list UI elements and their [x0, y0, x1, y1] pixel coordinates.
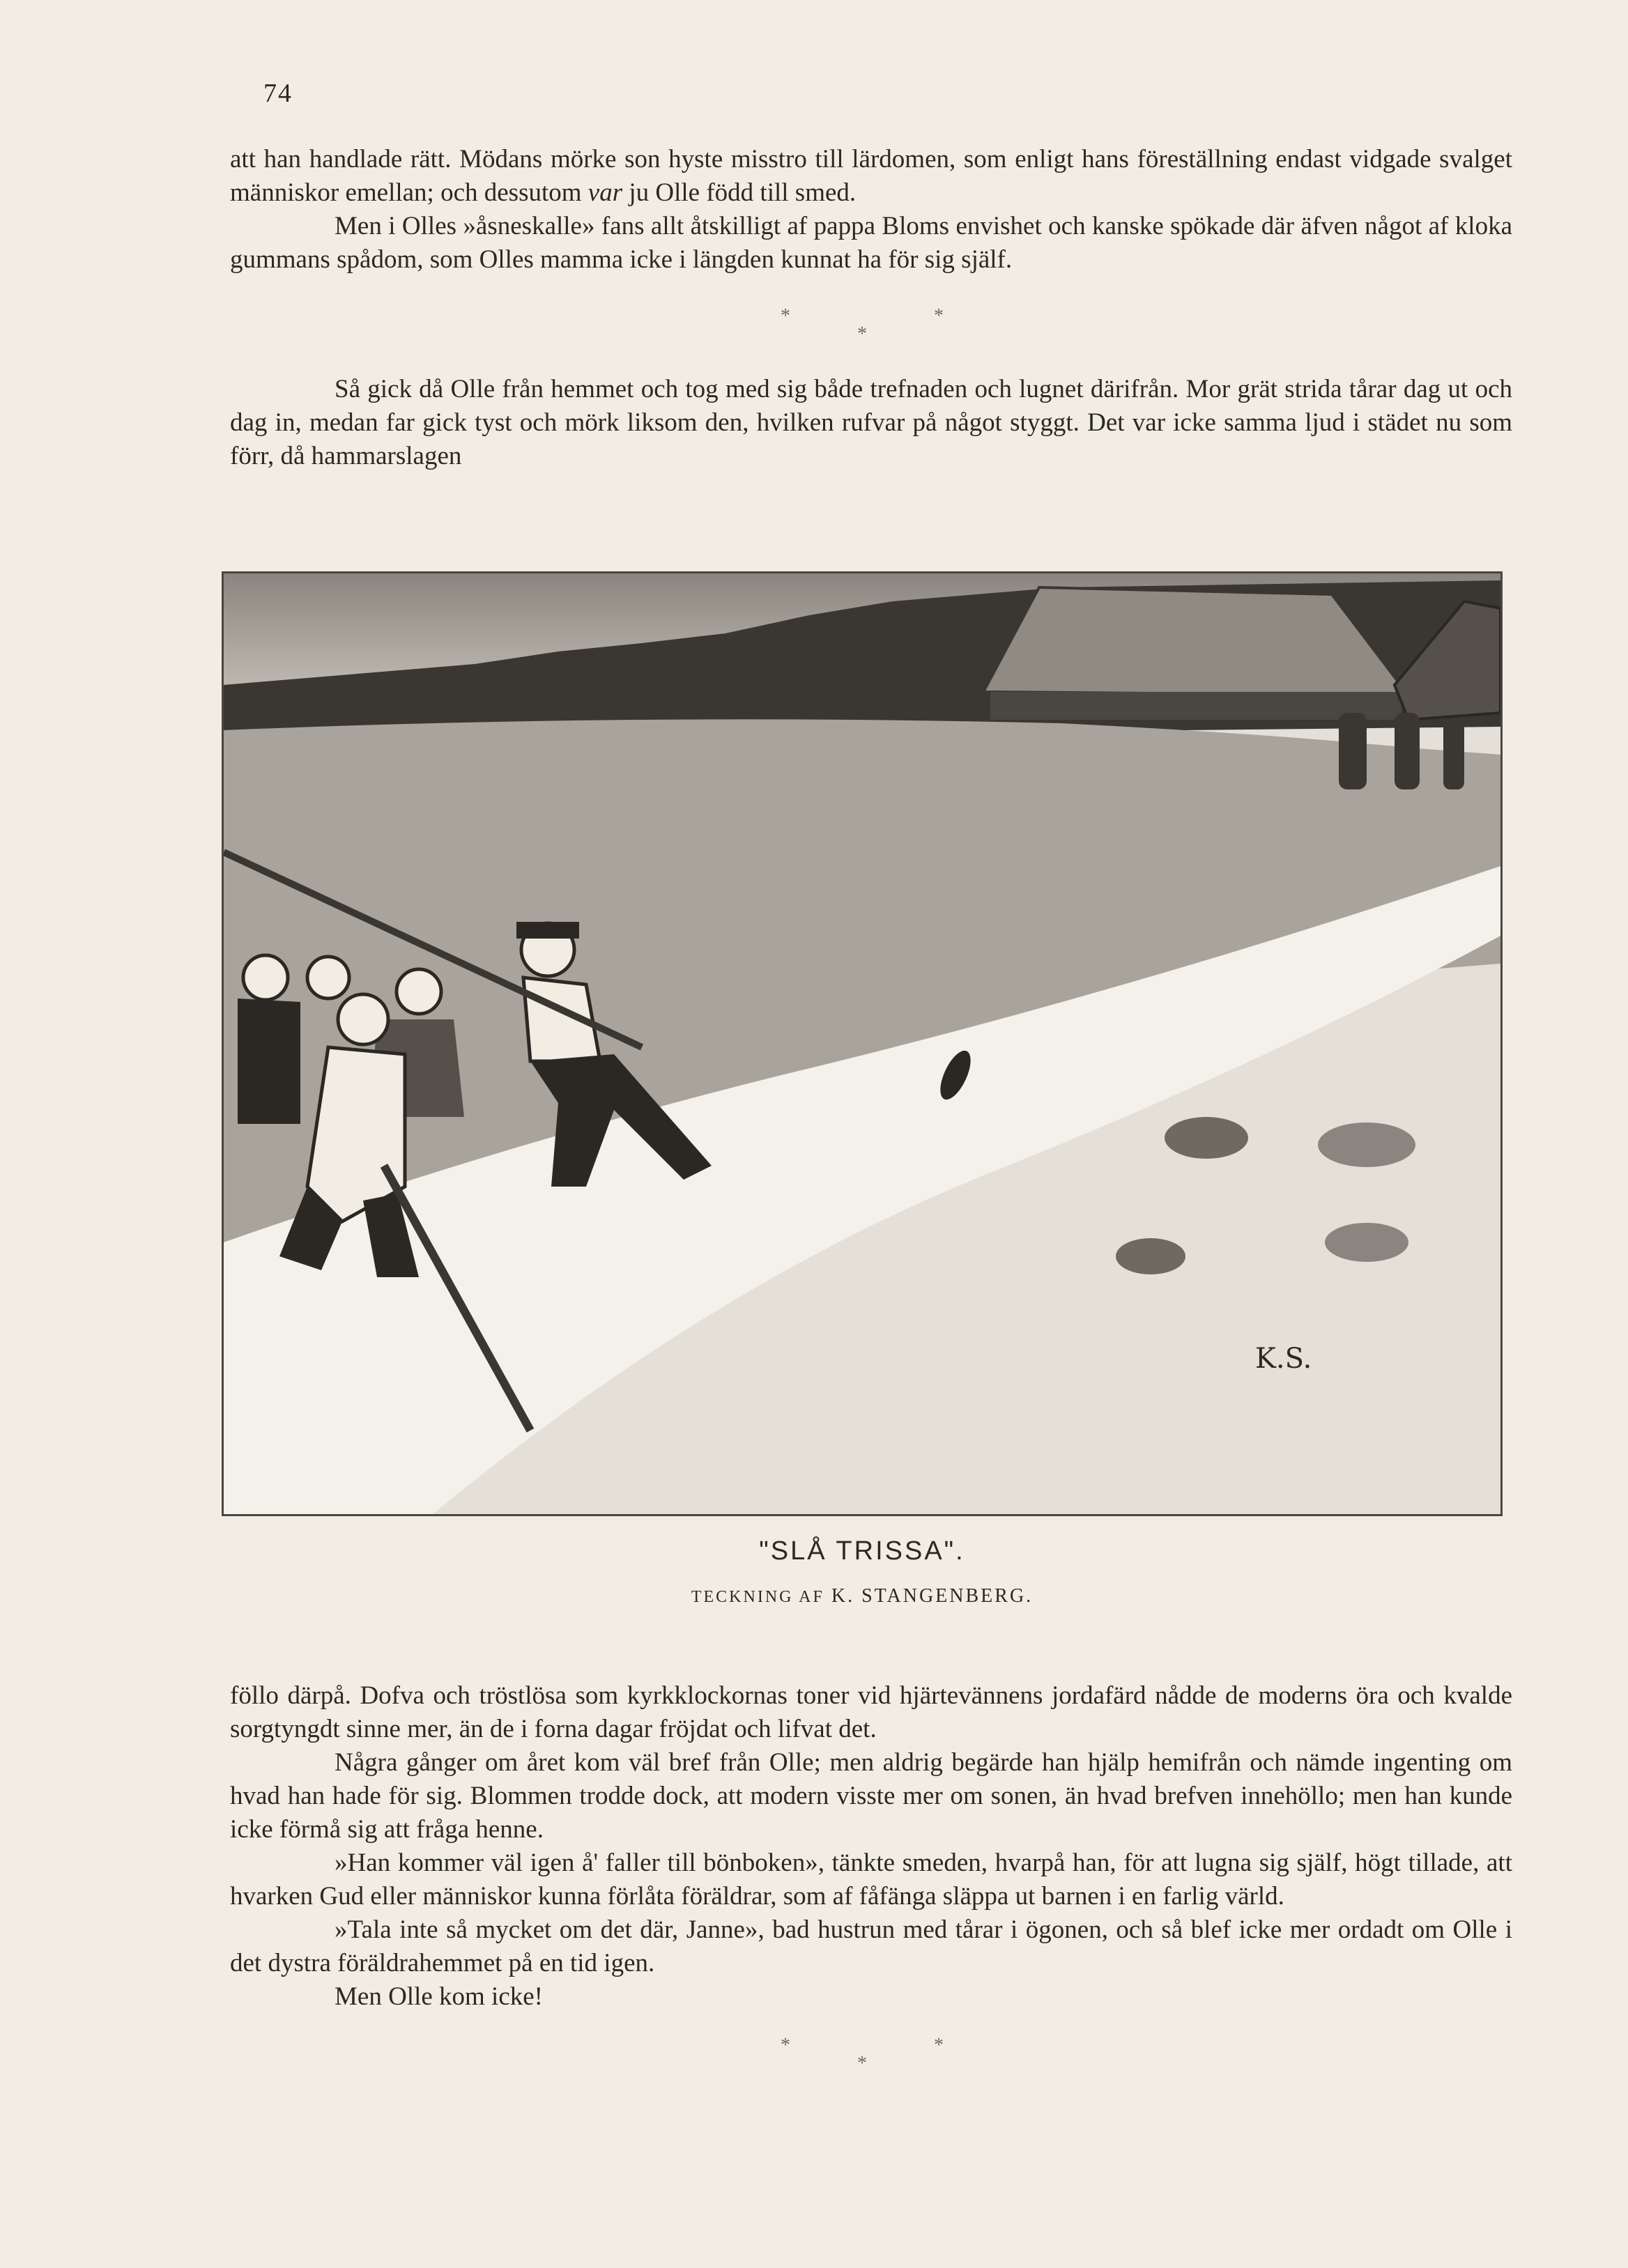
far-players: [1339, 713, 1464, 789]
text-block-bottom: [230, 1679, 1512, 2014]
paragraph: Men i Olles »åsneskalle» fans allt åtskilligt af pappa Bloms envishet och kanske spökade där äfven något af kloka gummans spådom, som Olles mamma icke i längden kunnat ha för sig själf.: [230, 212, 1512, 274]
text-block-middle: [230, 373, 1512, 473]
section-divider: [760, 2035, 969, 2076]
asterisk-ornament: *: [934, 305, 944, 327]
caption-credit-prefix: TECKNING AF: [691, 1588, 824, 1606]
asterisk-ornament: *: [857, 323, 867, 345]
caption-credit-name: K. STANGENBERG.: [831, 1585, 1034, 1607]
illustration-drawing: [224, 573, 1500, 1514]
stone: [1325, 1223, 1408, 1262]
stone: [1165, 1117, 1248, 1159]
asterisk-ornament: *: [781, 305, 790, 327]
asterisk-ornament: *: [934, 2035, 944, 2056]
asterisk-ornament: *: [857, 2053, 867, 2074]
paragraph: föllo därpå. Dofva och tröstlösa som kyrkklockornas toner vid hjärtevännens jordafärd nådde de moderns öra och kvalde sorgtyngdt sinne mer, än de i forna dagar fröjdat och lifvat det.: [230, 1681, 1512, 1743]
paragraph: att han handlade rätt. Mödans mörke son hyste misstro till lärdomen, som enligt hans föreställning endast vidgade svalget människor emellan; och dessutom var ju Olle född till smed.: [230, 145, 1512, 207]
stone: [1318, 1123, 1415, 1167]
stone: [1116, 1238, 1185, 1274]
artist-signature: K.S.: [1255, 1343, 1312, 1375]
illustration-sla-trissa: [222, 571, 1503, 1516]
paragraph: Så gick då Olle från hemmet och tog med sig både trefnaden och lugnet därifrån. Mor grät strida tårar dag ut och dag in, medan far gick tyst och mörk liksom den, hvilken rufvar på något styggt. Det var icke samma ljud i städet nu som förr, då hammarslagen: [230, 375, 1512, 470]
paragraph: »Tala inte så mycket om det där, Janne», bad hustrun med tårar i ögonen, och så blef icke mer ordadt om Olle i det dystra föräldrahemmet på en tid igen.: [230, 1915, 1512, 1977]
text-block-top: [230, 143, 1512, 277]
caption-title: "SLÅ TRISSA".: [759, 1536, 965, 1566]
emphasis: var: [588, 178, 623, 207]
barn-wall: [990, 692, 1402, 720]
asterisk-ornament: *: [781, 2035, 790, 2056]
section-divider: [760, 305, 969, 347]
page-number: 74: [263, 79, 293, 108]
caption-credit: [222, 1585, 1503, 1607]
paragraph: »Han kommer väl igen å' faller till bönboken», tänkte smeden, hvarpå han, för att lugna sig själf, högt tillade, att hvarken Gud eller människor kunna förlåta föräldrar, som af fåfänga släppa ut barnen i en farlig värld.: [230, 1849, 1512, 1911]
paragraph: Men Olle kom icke!: [335, 1982, 543, 2011]
paragraph: Några gånger om året kom väl bref från Olle; men aldrig begärde han hjälp hemifrån och nämde ingenting om hvad han hade för sig. Blommen trodde dock, att modern visste mer om sonen, än hvad brefven innehöllo; men han kunde icke förmå sig att fråga henne.: [230, 1748, 1512, 1844]
